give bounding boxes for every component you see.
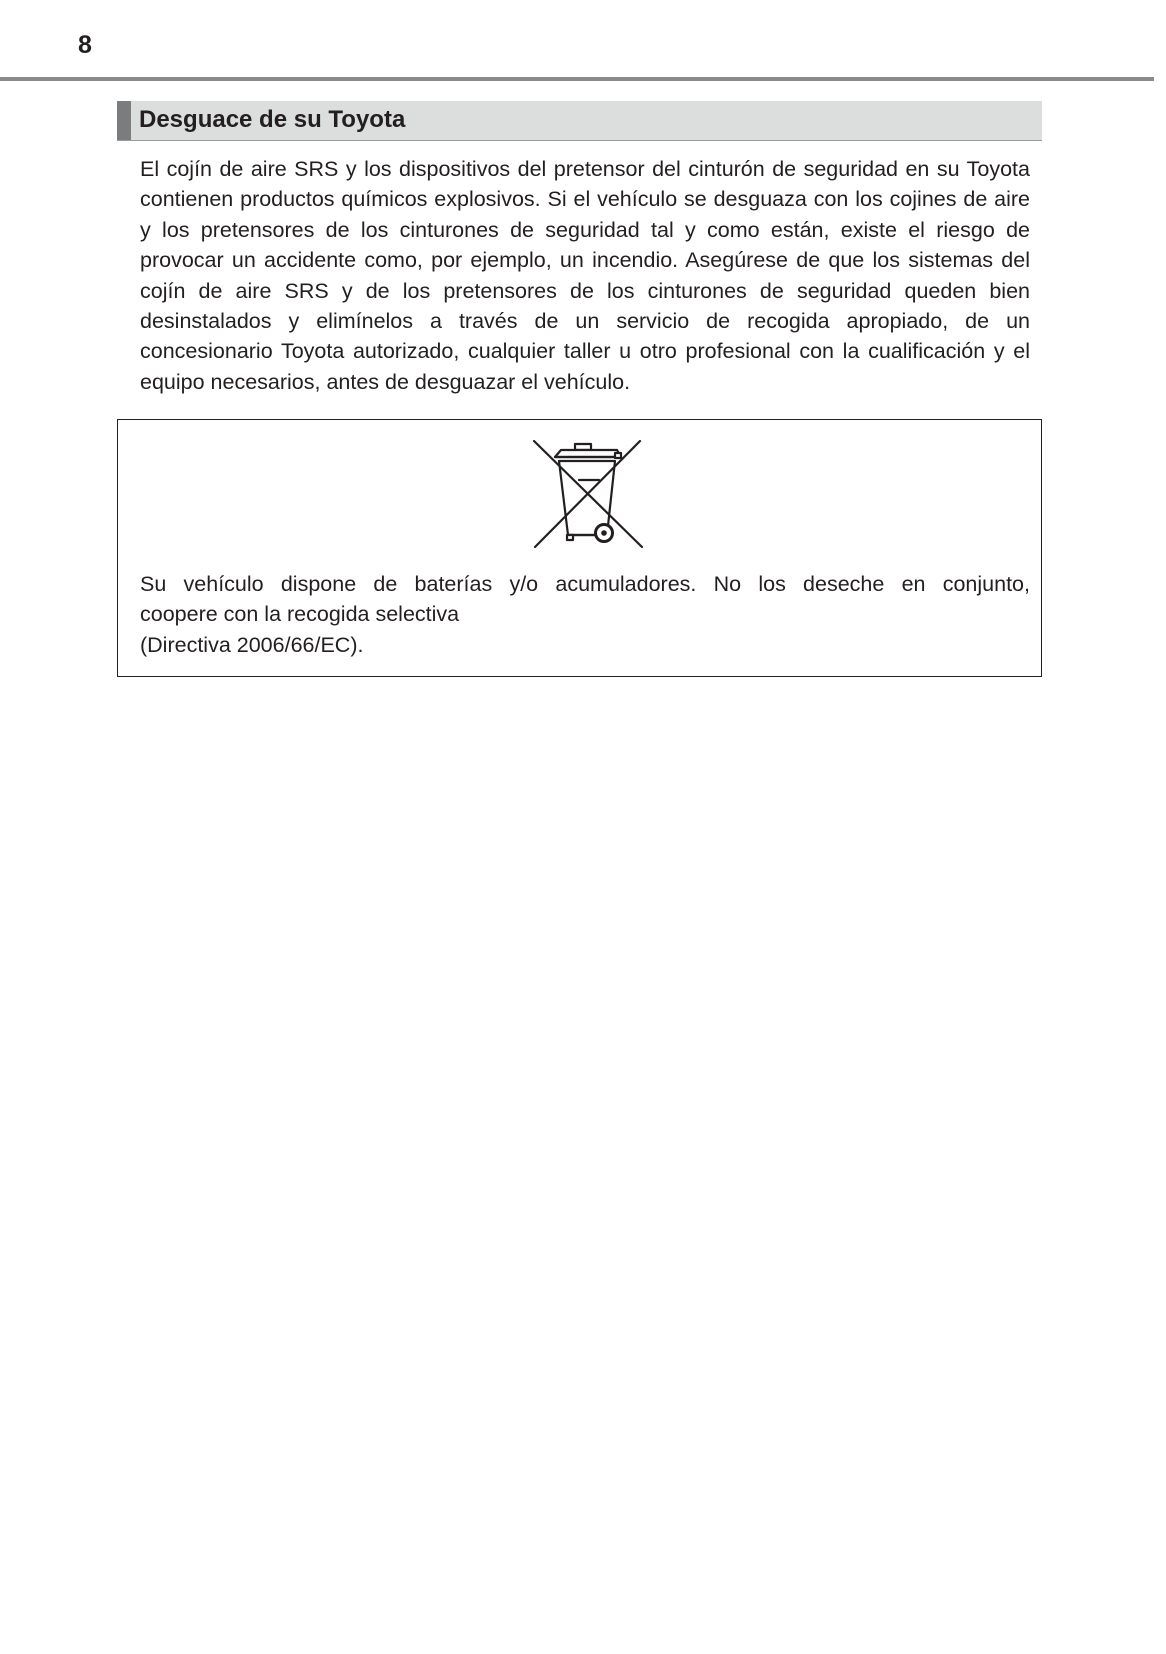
- crossed-out-wheelie-bin-icon: [527, 435, 647, 550]
- notice-line-3: (Directiva 2006/66/EC).: [140, 632, 364, 657]
- notice-line-1: Su vehículo dispone de baterías y/o acumuladores. No los deseche en conjunto,: [140, 572, 1030, 596]
- heading-accent-bar: [117, 101, 131, 140]
- page-number: 8: [78, 31, 92, 59]
- battery-disposal-notice: [117, 419, 1042, 677]
- notice-line-2: coopere con la recogida selectiva: [140, 602, 460, 627]
- section-heading: [117, 101, 1042, 141]
- section-title: Desguace de su Toyota: [139, 106, 406, 133]
- section-body-paragraph: El cojín de aire SRS y los dispositivos del pretensor del cinturón de seguridad en su Toyota contienen productos químicos explosivos. Si el vehículo se desguaza con los cojines de aire y los pretensores de los cinturones de seguridad tal y como están, existe el riesgo de provocar un accidente como, por ejemplo, un incendio. Asegúrese de que los sistemas del cojín de aire SRS y de los pretensores de los cinturones de seguridad queden bien desinstalados y elimínelos a través de un servicio de recogida apropiado, de un concesionario Toyota autorizado, cualquier taller u otro profesional con la cualificación y el equipo necesarios, antes de desguazar el vehículo.: [140, 157, 1030, 394]
- header-rule: [0, 77, 1154, 81]
